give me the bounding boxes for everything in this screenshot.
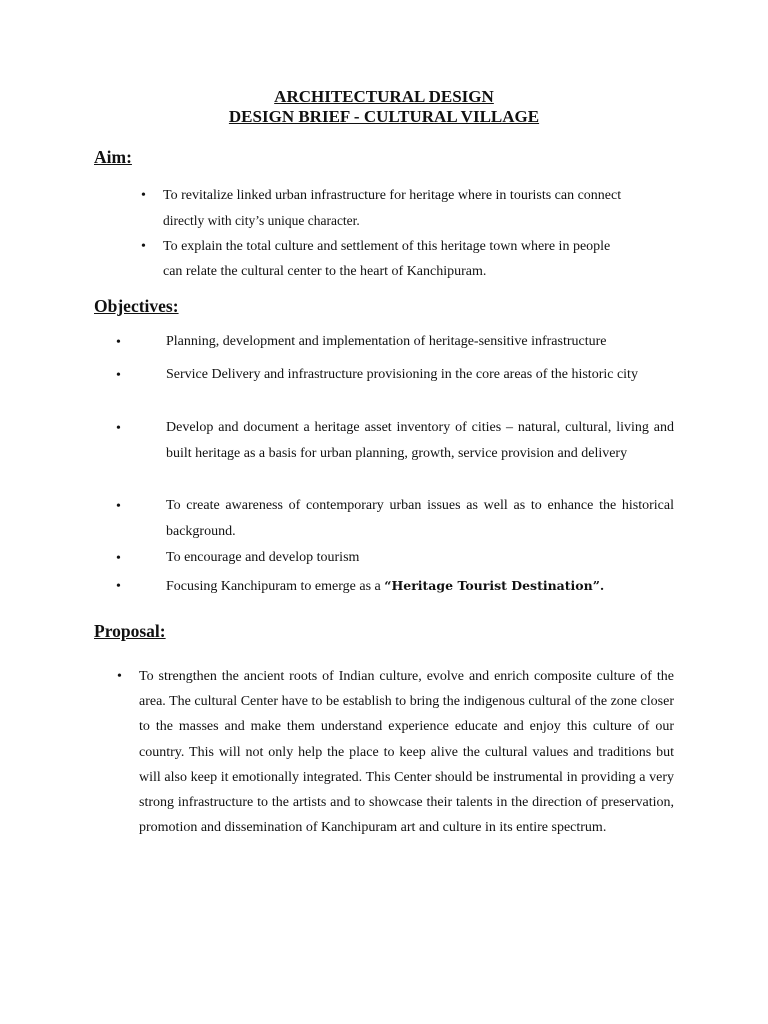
- bullet-icon: •: [116, 579, 121, 594]
- objective-item-4: To create awareness of contemporary urban issues as well as to enhance the historical background.: [166, 498, 674, 539]
- objective-item-3: Develop and document a heritage asset inventory of cities – natural, cultural, living and built heritage as a basis for urban planning, growth, service provision and delivery: [166, 420, 674, 461]
- document-subtitle: DESIGN BRIEF - CULTURAL VILLAGE: [228, 107, 540, 126]
- aim-item-2-line1: To explain the total culture and settlement of this heritage town where in people: [163, 239, 611, 254]
- aim-item-2: [163, 234, 678, 284]
- aim-heading: Aim:: [94, 147, 132, 167]
- objective-item-1: Planning, development and implementation of heritage-sensitive infrastructure: [166, 334, 607, 349]
- aim-item-1-line2: directly with city’s unique character.: [163, 213, 360, 228]
- heritage-destination-emphasis: “Heritage Tourist Destination”.: [384, 578, 605, 593]
- bullet-icon: •: [116, 499, 121, 514]
- proposal-heading: Proposal:: [94, 621, 166, 641]
- proposal-paragraph: To strengthen the ancient roots of Indian culture, evolve and enrich composite culture of the area. The cultural Center have to be establish to bring the indigenous cultural of the zone closer to the masses and make them understand experience educate and enjoy this culture of our country. This will not only help the place to keep alive the cultural values and traditions but will also keep it emotionally integrated. This Center should be instrumental in providing a very strong infrastructure to the artists and to showcase their talents in the direction of preservation, promotion and dissemination of Kanchipuram art and culture in its entire spectrum.: [139, 669, 674, 836]
- objective-item-6: [166, 573, 674, 600]
- objective-item-5: To encourage and develop tourism: [166, 550, 360, 565]
- objective-item-2: Service Delivery and infrastructure provisioning in the core areas of the historic city: [166, 367, 638, 382]
- objective-item-6-text: Focusing Kanchipuram to emerge as a: [166, 579, 385, 594]
- aim-item-1-line1: To revitalize linked urban infrastructure for heritage where in tourists can connect: [163, 188, 622, 203]
- document-title: ARCHITECTURAL DESIGN: [274, 87, 494, 106]
- aim-item-2-line2: can relate the cultural center to the heart of Kanchipuram.: [163, 264, 487, 279]
- aim-item-1: [163, 183, 678, 233]
- bullet-icon: •: [117, 669, 122, 684]
- bullet-icon: •: [116, 335, 121, 350]
- bullet-icon: •: [116, 551, 121, 566]
- bullet-icon: •: [116, 421, 121, 436]
- bullet-icon: •: [141, 239, 146, 254]
- bullet-icon: •: [116, 368, 121, 383]
- bullet-icon: •: [141, 188, 146, 203]
- objectives-heading: Objectives:: [94, 296, 179, 316]
